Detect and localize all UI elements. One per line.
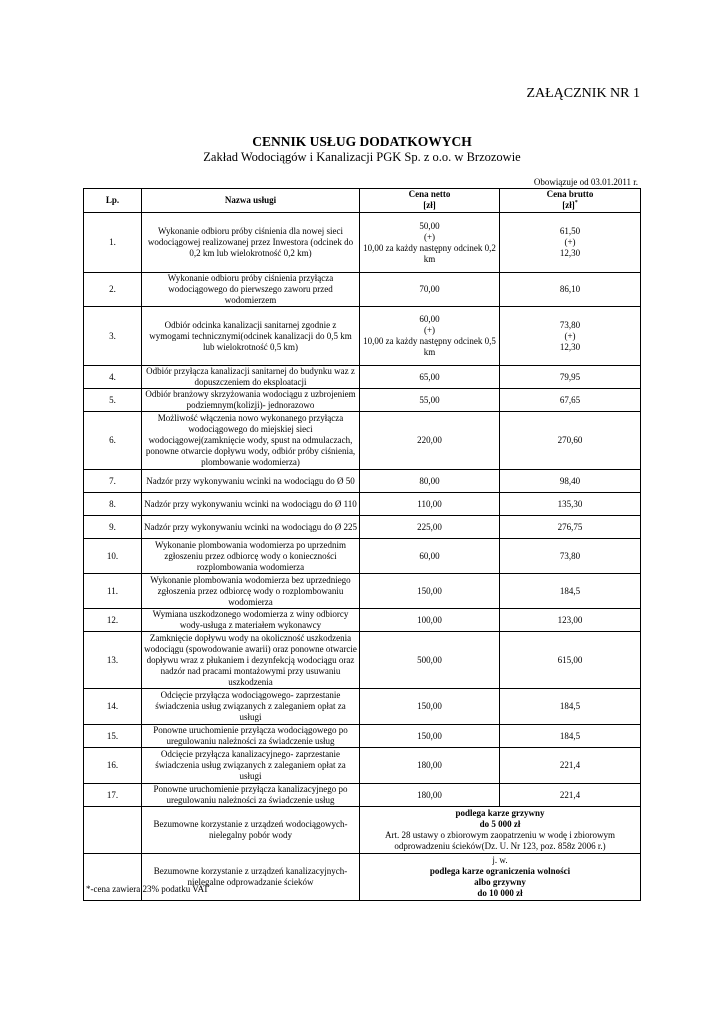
cell-gross-price [500, 748, 641, 784]
cell-lp-line: 8. [109, 498, 116, 509]
cell-service-name [142, 307, 360, 366]
cell-gross-price-line: 67,65 [559, 394, 581, 405]
cell-gross-price-line: 79,95 [559, 371, 581, 382]
cell-gross-price [500, 273, 641, 307]
cell-lp [84, 516, 142, 539]
table-row [84, 307, 641, 366]
cell-net-price [360, 725, 500, 748]
cell-lp [84, 539, 142, 574]
cell-net-price [360, 784, 500, 807]
cell-lp [84, 470, 142, 493]
table-row [84, 273, 641, 307]
cell-service-name [142, 516, 360, 539]
cell-net-price-line: 60,00 [419, 314, 440, 324]
cell-lp [84, 689, 142, 725]
cell-gross-price-line: 615,00 [557, 654, 583, 665]
cell-net-price-line: 10,00 za każdy następny odcinek 0,2 km [363, 242, 496, 264]
cell-lp [84, 273, 142, 307]
table-row [84, 412, 641, 470]
cell-lp-line: 10. [106, 550, 119, 561]
cell-service-name-line: Wymiana uszkodzonego wodomierza z winy odbiorcy wody-usługa z materiałem wykonawcy [152, 609, 349, 630]
cell-lp [84, 725, 142, 748]
document-subtitle: Zakład Wodociągów i Kanalizacji PGK Sp. z o.o. w Brzozowie [203, 150, 521, 164]
cell-net-price-line: 50,00 [419, 220, 440, 231]
cell-service-name [142, 539, 360, 574]
cell-net-price [360, 273, 500, 307]
cell-net-price [360, 516, 500, 539]
cell-net-price-line: 65,00 [419, 371, 440, 382]
table-row [84, 539, 641, 574]
cell-net-price-line: 80,00 [419, 475, 440, 486]
cell-lp-line: 15. [106, 730, 119, 741]
cell-service-name-line: Odbiór przyłącza kanalizacji sanitarnej do budynku waz z dopuszczeniem do eksploatacji [146, 366, 355, 387]
cell-net-price [360, 366, 500, 389]
cell-lp [84, 412, 142, 470]
cell-net-price-line: 150,00 [417, 585, 442, 596]
cell-lp [84, 632, 142, 689]
cell-lp [84, 366, 142, 389]
cell-service-name-line: Możliwość włączenia nowo wykonanego przyłącza wodociągowego do miejskiej sieci wodociągowej(zamknięcie wody, spust na odmulaczach, ponowne otwarcie dopływu wody, odbiór próby ciśnienia, plombowanie wodomierza) [145, 413, 356, 467]
cell-lp-line: 16. [106, 760, 119, 770]
cell-net-price [360, 470, 500, 493]
cell-gross-price-line: 184,5 [559, 701, 581, 711]
table-row [84, 516, 641, 539]
cell-lp-line: 12. [106, 614, 119, 625]
cell-unlawful-sewer-name: Bezumowne korzystanie z urządzeń kanalizacyjnych- nielegalne odprowadzanie ścieków [142, 854, 360, 901]
cell-service-name-line: Ponowne uruchomienie przyłącza kanalizacyjnego po uregulowaniu należności za świadczenie usług [153, 784, 348, 805]
table-row [84, 470, 641, 493]
cell-gross-price-line: 276,75 [557, 521, 583, 532]
cell-lp-line: 6. [109, 435, 116, 445]
cell-service-name [142, 493, 360, 516]
table-row [84, 493, 641, 516]
table-row [84, 784, 641, 807]
cell-gross-price [500, 470, 641, 493]
cell-gross-price [500, 493, 641, 516]
cell-gross-price-line: 221,4 [559, 760, 581, 770]
cell-net-price [360, 539, 500, 574]
annex-label: ZAŁĄCZNIK NR 1 [526, 86, 640, 101]
cell-service-name [142, 273, 360, 307]
header-net-label: Cena netto [408, 189, 451, 199]
cell-lp-line: 13. [106, 654, 119, 665]
cell-service-name [142, 689, 360, 725]
cell-gross-price-line: (+) [564, 330, 576, 341]
cell-lp [84, 493, 142, 516]
cell-service-name [142, 366, 360, 389]
cell-net-price-line: 55,00 [419, 394, 440, 405]
cell-net-price [360, 307, 500, 366]
cell-gross-price-line: 270,60 [557, 435, 583, 445]
cell-gross-price [500, 609, 641, 632]
cell-lp [84, 307, 142, 366]
cell-net-price-line: 10,00 za każdy następny odcinek 0,5 km [363, 336, 496, 357]
cell-service-name-line: Nadzór przy wykonywaniu wcinki na wodociągu do Ø 110 [144, 498, 357, 509]
cell-gross-price-line: 184,5 [559, 730, 581, 741]
cell-unlawful-sewer-penalty [360, 854, 641, 901]
cell-net-price-line: 70,00 [419, 284, 440, 294]
header-service-name: Nazwa usługi [142, 189, 360, 213]
cell-net-price [360, 748, 500, 784]
cell-gross-price [500, 516, 641, 539]
cell-gross-price-line: (+) [564, 237, 576, 247]
penalty-restriction-amount: do 10 000 zł [477, 888, 523, 898]
cell-lp [84, 609, 142, 632]
penalty-fine-label: podlega karze grzywny [455, 808, 545, 818]
cell-net-price-line: 500,00 [417, 654, 442, 665]
cell-lp-line: 11. [107, 585, 118, 596]
cell-net-price-line: (+) [423, 325, 436, 335]
cell-lp-line: 4. [109, 371, 116, 382]
penalty-fine-amount: do 5 000 zł [479, 819, 521, 829]
cell-gross-price [500, 307, 641, 366]
cell-net-price-line: 220,00 [417, 435, 442, 445]
cell-gross-price [500, 784, 641, 807]
penalty-or-fine: albo grzywny [474, 877, 526, 887]
cell-service-name-line: Nadzór przy wykonywaniu wcinki na wodociągu do Ø 225 [144, 521, 357, 532]
cell-lp [84, 784, 142, 807]
cell-service-name-line: Wykonanie plombowania wodomierza po uprzednim zgłoszeniu przez odbiorcę wody o konieczności rozplombowania wodomierza [155, 539, 346, 572]
cell-gross-price-line: 61,50 [559, 226, 581, 236]
penalty-jw: j. w. [492, 855, 508, 865]
cell-gross-price [500, 574, 641, 609]
valid-from-date: Obowiązuje od 03.01.2011 r. [533, 177, 638, 187]
cell-lp-line: 14. [106, 701, 119, 711]
cell-gross-price-line: 221,4 [559, 789, 581, 800]
cell-net-price [360, 412, 500, 470]
cell-lp-line: 5. [109, 394, 116, 405]
cell-gross-price [500, 213, 641, 273]
cell-gross-price [500, 389, 641, 412]
cell-gross-price-line: 86,10 [559, 284, 581, 294]
cell-gross-price-line: 12,30 [559, 248, 581, 258]
table-row [84, 748, 641, 784]
cell-empty [84, 807, 142, 854]
cell-net-price [360, 632, 500, 689]
table-row [84, 632, 641, 689]
document-title: CENNIK USŁUG DODATKOWYCH [252, 134, 472, 149]
cell-lp-line: 3. [109, 330, 116, 341]
cell-service-name-line: Wykonanie plombowania wodomierza bez uprzedniego zgłoszenia przez odbiorcę wody o rozplombowaniu wodomierza [150, 574, 351, 607]
cell-net-price-line: 225,00 [417, 521, 442, 532]
cell-service-name-line: Odcięcie przyłącza kanalizacyjnego- zaprzestanie świadczenia usług związanych z zaleganiem opłat za usługi [155, 749, 346, 781]
cell-gross-price-line: 12,30 [559, 341, 581, 352]
cell-lp [84, 574, 142, 609]
cell-gross-price-line: 123,00 [557, 614, 583, 625]
cell-gross-price-line: 73,80 [559, 550, 581, 561]
cell-lp-line: 17. [106, 789, 119, 800]
cell-net-price-line: 180,00 [417, 789, 442, 800]
header-gross-label: Cena brutto [546, 189, 594, 199]
cell-net-price [360, 689, 500, 725]
header-gross-unit-wrap [502, 200, 638, 211]
table-row [84, 689, 641, 725]
header-net-unit: [zł] [423, 200, 436, 210]
cell-lp [84, 389, 142, 412]
cell-gross-price [500, 539, 641, 574]
price-table [83, 188, 641, 901]
cell-net-price-line: (+) [423, 231, 436, 242]
cell-gross-price-line: 98,40 [559, 475, 581, 486]
cell-service-name-line: Ponowne uruchomienie przyłącza wodociągowego po uregulowaniu należności za świadczenie usług [153, 725, 348, 746]
cell-lp-line: 2. [109, 284, 116, 294]
cell-net-price [360, 493, 500, 516]
cell-net-price [360, 389, 500, 412]
cell-net-price-line: 150,00 [417, 701, 442, 711]
cell-lp-line: 7. [109, 475, 116, 486]
table-row [84, 609, 641, 632]
cell-gross-price-line: 73,80 [559, 319, 581, 330]
cell-gross-price [500, 412, 641, 470]
cell-service-name [142, 470, 360, 493]
cell-net-price [360, 213, 500, 273]
cell-gross-price [500, 632, 641, 689]
cell-service-name [142, 389, 360, 412]
table-row [84, 725, 641, 748]
table-row [84, 366, 641, 389]
table-row [84, 574, 641, 609]
vat-footnote-mark: * [574, 200, 578, 206]
cell-gross-price-line: 135,30 [557, 498, 583, 509]
cell-gross-price [500, 689, 641, 725]
cell-lp-line: 1. [109, 237, 116, 247]
cell-unlawful-water-name: Bezumowne korzystanie z urządzeń wodociągowych- nielegalny pobór wody [142, 807, 360, 854]
cell-service-name [142, 213, 360, 273]
cell-net-price-line: 60,00 [419, 550, 440, 561]
cell-service-name-line: Nadzór przy wykonywaniu wcinki na wodociągu do Ø 50 [146, 475, 355, 486]
cell-net-price-line: 110,00 [417, 498, 442, 509]
cell-service-name-line: Odcięcie przyłącza wodociągowego- zaprzestanie świadczenia usług związanych z zaleganiem opłat za usługi [155, 690, 346, 722]
cell-net-price-line: 100,00 [417, 614, 442, 625]
cell-service-name [142, 609, 360, 632]
cell-service-name [142, 412, 360, 470]
cell-net-price [360, 609, 500, 632]
table-row-unlawful-water [84, 807, 641, 854]
cell-service-name-line: Odbiór branżowy skrzyżowania wodociągu z uzbrojeniem podziemnym(kolizji)- jednorazowo [145, 389, 356, 410]
cell-lp [84, 213, 142, 273]
table-row [84, 213, 641, 273]
cell-service-name-line: Odbiór odcinka kanalizacji sanitarnej zgodnie z wymogami technicznymi(odcinek kanalizacji do 0,5 km lub wielokrotność 0,5 km) [149, 319, 352, 352]
cell-unlawful-water-penalty [360, 807, 641, 854]
table-row [84, 389, 641, 412]
cell-gross-price-line: 184,5 [559, 585, 581, 596]
cell-service-name [142, 748, 360, 784]
header-gross-price [500, 189, 641, 213]
cell-lp-line: 9. [109, 521, 116, 532]
penalty-legal-basis: Art. 28 ustawy o zbiorowym zaopatrzeniu w wodę i zbiorowym odprowadzeniu ścieków(Dz. U. Nr 123, poz. 858z 2006 r.) [385, 830, 615, 851]
cell-service-name [142, 632, 360, 689]
cell-service-name-line: Wykonanie odbioru próby ciśnienia dla nowej sieci wodociągowej realizowanej przez Inwestora (odcinek do 0,2 km lub wielokrotność 0,2 km) [147, 226, 354, 258]
cell-lp [84, 748, 142, 784]
cell-net-price [360, 574, 500, 609]
cell-gross-price [500, 366, 641, 389]
cell-gross-price [500, 725, 641, 748]
header-net-price [360, 189, 500, 213]
penalty-restriction-label: podlega karze ograniczenia wolności [429, 866, 571, 876]
cell-service-name [142, 574, 360, 609]
cell-service-name-line: Zamknięcie dopływu wody na okoliczność uszkodzenia wodociągu (spowodowanie awarii) oraz ponowne otwarcie dopływu wraz z płukaniem i dezynfekcją wodociągu oraz nadzór nad pracami montażowymi przy usuwaniu uszkodzenia [144, 632, 357, 687]
cell-net-price-line: 150,00 [417, 730, 442, 741]
vat-footnote: *-cena zawiera 23% podatku VAT [86, 884, 209, 894]
cell-net-price-line: 180,00 [417, 760, 442, 770]
header-lp: Lp. [84, 189, 142, 213]
cell-service-name-line: Wykonanie odbioru próby ciśnienia przyłącza wodociągowego do pierwszego zaworu przed wodomierzem [167, 273, 334, 305]
cell-service-name [142, 725, 360, 748]
table-header-row [84, 189, 641, 213]
cell-service-name [142, 784, 360, 807]
header-gross-unit: [zł] [562, 200, 575, 210]
